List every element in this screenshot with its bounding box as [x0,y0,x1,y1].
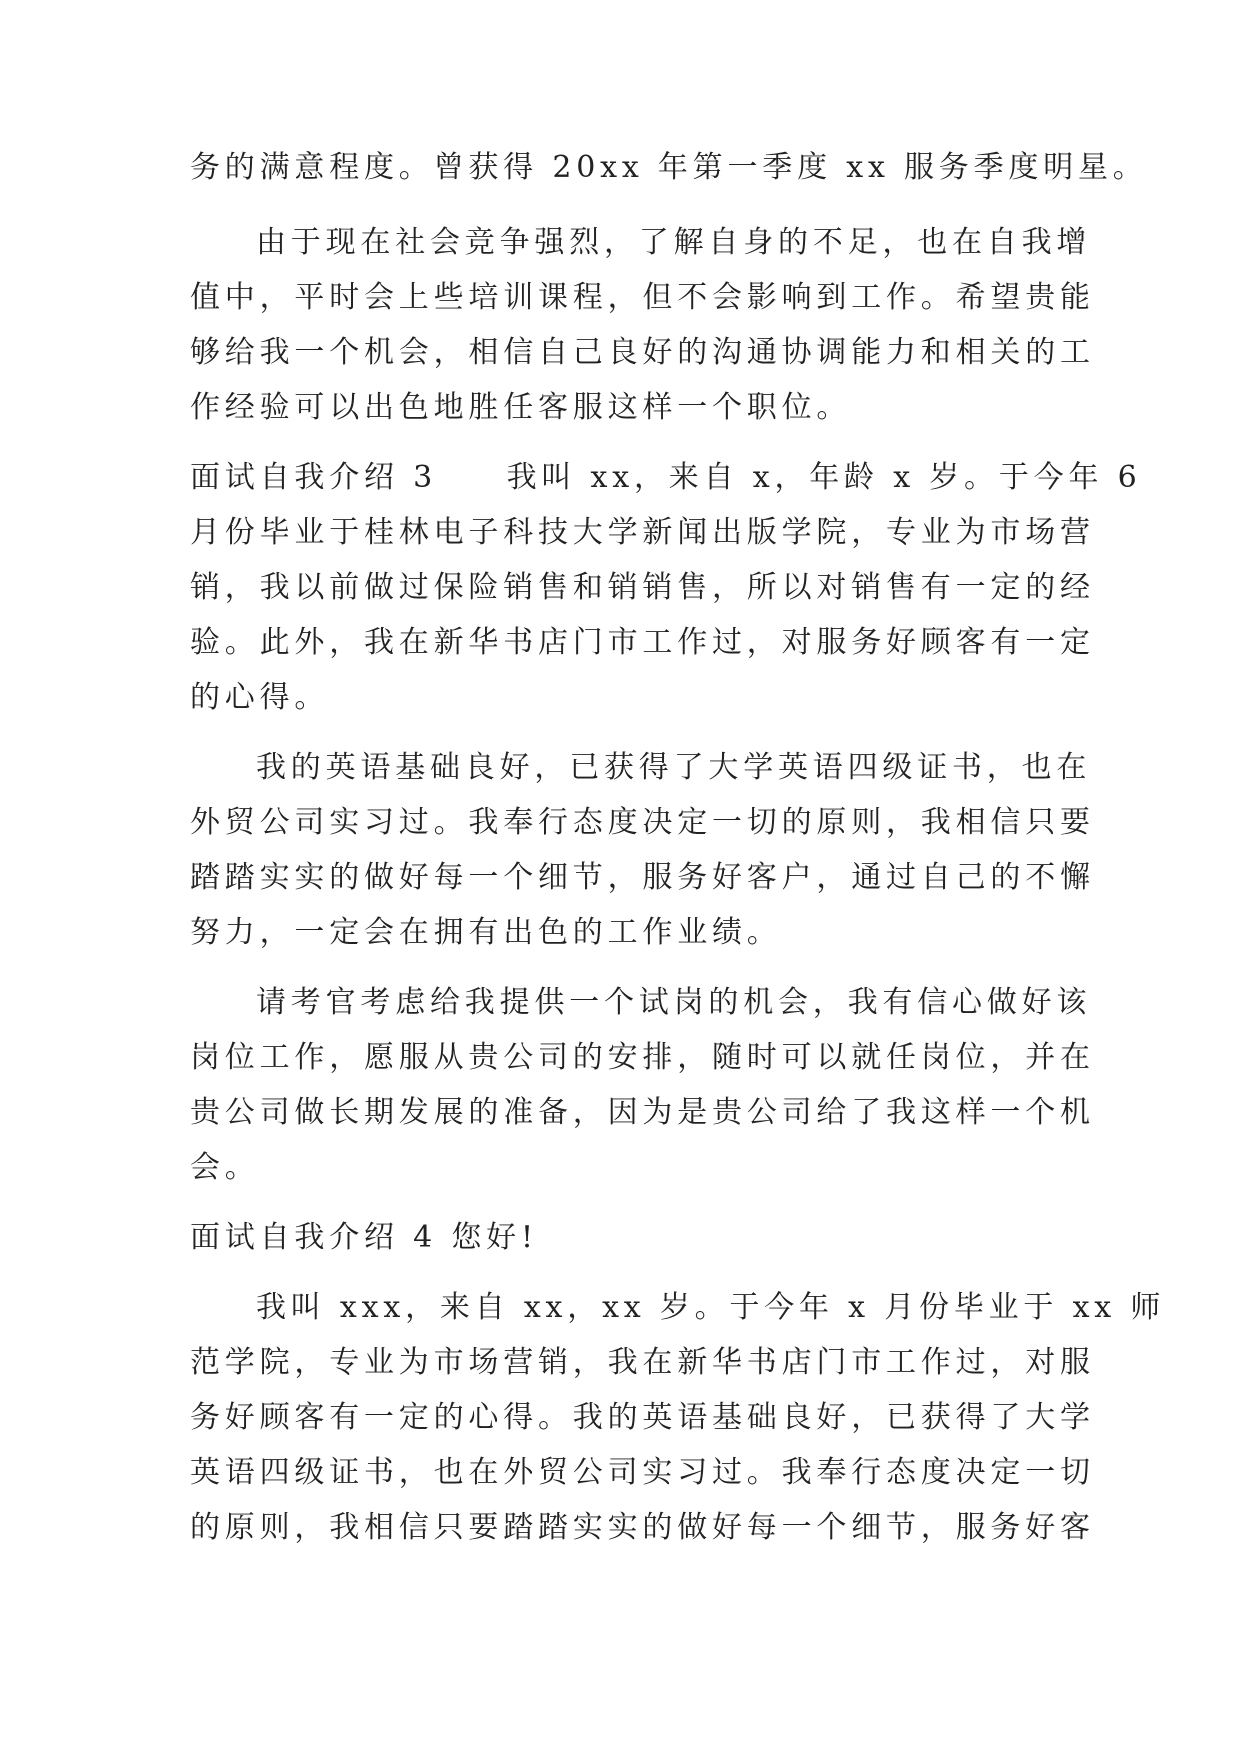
text-line: 务好顾客有一定的心得。我的英语基础良好，已获得了大学 [190,1400,1095,1435]
text-line: 的心得。 [190,680,330,715]
text-line: 务的满意程度。曾获得 20xx 年第一季度 xx 服务季度明星。 [190,150,1148,185]
paragraph-first-line: 由于现在社会竞争强烈，了解自身的不足，也在自我增 [256,225,1092,260]
section-heading-line: 面试自我介绍 4 您好! [190,1220,538,1255]
text-line: 会。 [190,1150,260,1185]
text-line: 外贸公司实习过。我奉行态度决定一切的原则，我相信只要 [190,805,1095,840]
text-line: 英语四级证书，也在外贸公司实习过。我奉行态度决定一切 [190,1455,1095,1490]
text-line: 销，我以前做过保险销售和销销售，所以对销售有一定的经 [190,570,1095,605]
text-line: 努力，一定会在拥有出色的工作业绩。 [190,915,782,950]
text-line: 岗位工作，愿服从贵公司的安排，随时可以就任岗位，并在 [190,1040,1095,1075]
paragraph-first-line: 我叫 xxx，来自 xx，xx 岁。于今年 x 月份毕业于 xx 师 [256,1290,1166,1325]
paragraph-first-line: 我的英语基础良好，已获得了大学英语四级证书，也在 [256,750,1092,785]
text-line: 作经验可以出色地胜任客服这样一个职位。 [190,390,852,425]
text-line: 够给我一个机会，相信自己良好的沟通协调能力和相关的工 [190,335,1095,370]
text-line: 的原则，我相信只要踏踏实实的做好每一个细节，服务好客 [190,1510,1095,1545]
text-line: 贵公司做长期发展的准备，因为是贵公司给了我这样一个机 [190,1095,1095,1130]
paragraph-first-line: 请考官考虑给我提供一个试岗的机会，我有信心做好该 [256,985,1092,1020]
text-line: 值中，平时会上些培训课程，但不会影响到工作。希望贵能 [190,280,1095,315]
text-line: 范学院，专业为市场营销，我在新华书店门市工作过，对服 [190,1345,1095,1380]
section-heading-line: 面试自我介绍 3 我叫 xx，来自 x，年龄 x 岁。于今年 6 [190,460,1142,495]
text-line: 验。此外，我在新华书店门市工作过，对服务好顾客有一定 [190,625,1095,660]
text-line: 月份毕业于桂林电子科技大学新闻出版学院，专业为市场营 [190,515,1095,550]
text-line: 踏踏实实的做好每一个细节，服务好客户，通过自己的不懈 [190,860,1095,895]
